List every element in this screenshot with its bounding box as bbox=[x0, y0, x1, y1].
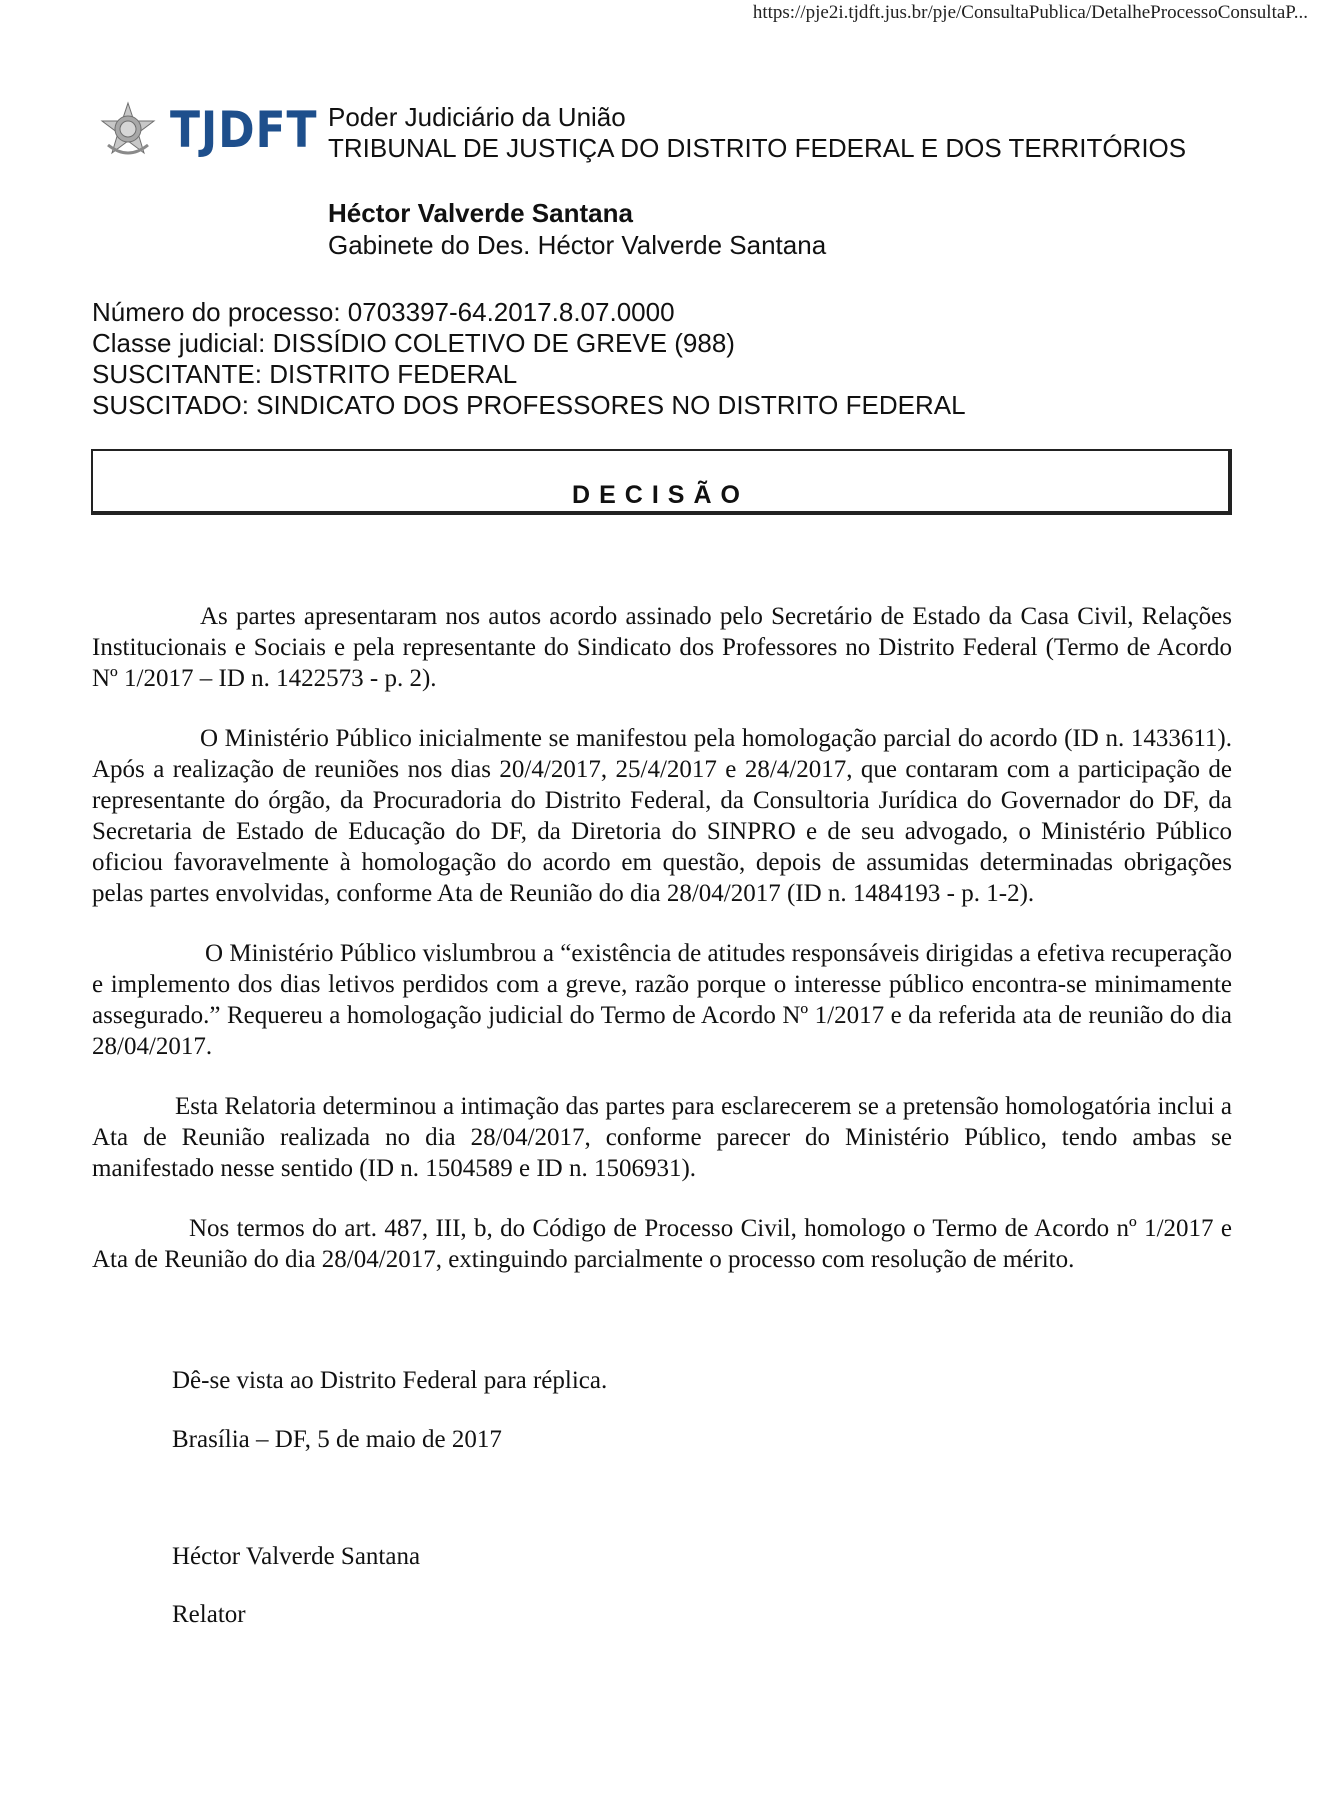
signature-name: Héctor Valverde Santana bbox=[172, 1543, 421, 1570]
paragraph: Nos termos do art. 487, III, b, do Código de Processo Civil, homologo o Termo de Acordo nº 1/2017 e Ata de Reunião do dia 28/04/2017, extinguindo parcialmente o processo com resolução de mérito. bbox=[92, 1215, 1232, 1273]
process-suscitado: SUSCITADO: SINDICATO DOS PROFESSORES NO DISTRITO FEDERAL bbox=[92, 390, 966, 420]
document-header bbox=[98, 97, 1248, 172]
signature-role: Relator bbox=[172, 1601, 246, 1628]
paragraph: O Ministério Público inicialmente se manifestou pela homologação parcial do acordo (ID n. 1433611). Após a realização de reuniões nos dias 20/4/2017, 25/4/2017 e 28/4/2017, que contaram com a participação de representante do órgão, da Procuradoria do Distrito Federal, da Consultoria Jurídica do Governador do DF, da Secretaria de Estado de Educação do DF, da Diretoria do SINPRO e de seu advogado, o Ministério Público oficiou favoravelmente à homologação do acordo em questão, depois de assumidas determinadas obrigações pelas partes envolvidas, conforme Ata de Reunião do dia 28/04/2017 (ID n. 1484193 - p. 1-2). bbox=[92, 725, 1232, 907]
org-line-1: Poder Judiciário da União bbox=[328, 102, 626, 132]
decision-box bbox=[91, 449, 1232, 515]
paragraph: O Ministério Público vislumbrou a “existência de atitudes responsáveis dirigidas a efetiva recuperação e implemento dos dias letivos perdidos com a greve, razão porque o interesse público encontra-se minimamente assegurado.” Requereu a homologação judicial do Termo de Acordo Nº 1/2017 e da referida ata de reunião do dia 28/04/2017. bbox=[92, 940, 1232, 1060]
process-info bbox=[92, 297, 966, 421]
judge-office: Gabinete do Des. Héctor Valverde Santana bbox=[328, 230, 827, 260]
tjdft-logo: TJDFT bbox=[170, 101, 318, 159]
decision-title: DECISÃO bbox=[572, 481, 749, 509]
paragraph: As partes apresentaram nos autos acordo assinado pelo Secretário de Estado da Casa Civil, Relações Institucionais e Sociais e pela representante do Sindicato dos Professores no Distrito Federal (Termo de Acordo Nº 1/2017 – ID n. 1422573 - p. 2). bbox=[92, 603, 1232, 692]
process-number: Número do processo: 0703397-64.2017.8.07.0000 bbox=[92, 297, 675, 327]
org-name bbox=[328, 102, 1186, 164]
judge-block bbox=[328, 197, 826, 261]
coat-of-arms-icon bbox=[98, 101, 158, 161]
place-date: Brasília – DF, 5 de maio de 2017 bbox=[172, 1426, 502, 1453]
process-suscitante: SUSCITANTE: DISTRITO FEDERAL bbox=[92, 359, 518, 389]
paragraph: Esta Relatoria determinou a intimação das partes para esclarecerem se a pretensão homologatória inclui a Ata de Reunião realizada no dia 28/04/2017, conforme parecer do Ministério Público, tendo ambas se manifestado nesse sentido (ID n. 1504589 e ID n. 1506931). bbox=[92, 1093, 1232, 1182]
org-line-2: TRIBUNAL DE JUSTIÇA DO DISTRITO FEDERAL E DOS TERRITÓRIOS bbox=[328, 133, 1187, 163]
decision-body bbox=[92, 601, 1232, 1304]
process-class: Classe judicial: DISSÍDIO COLETIVO DE GREVE (988) bbox=[92, 328, 735, 358]
vista-line: Dê-se vista ao Distrito Federal para réplica. bbox=[172, 1367, 608, 1394]
page-url: https://pje2i.tjdft.jus.br/pje/ConsultaPublica/DetalheProcessoConsultaP... bbox=[752, 2, 1308, 23]
judge-name: Héctor Valverde Santana bbox=[328, 198, 633, 228]
